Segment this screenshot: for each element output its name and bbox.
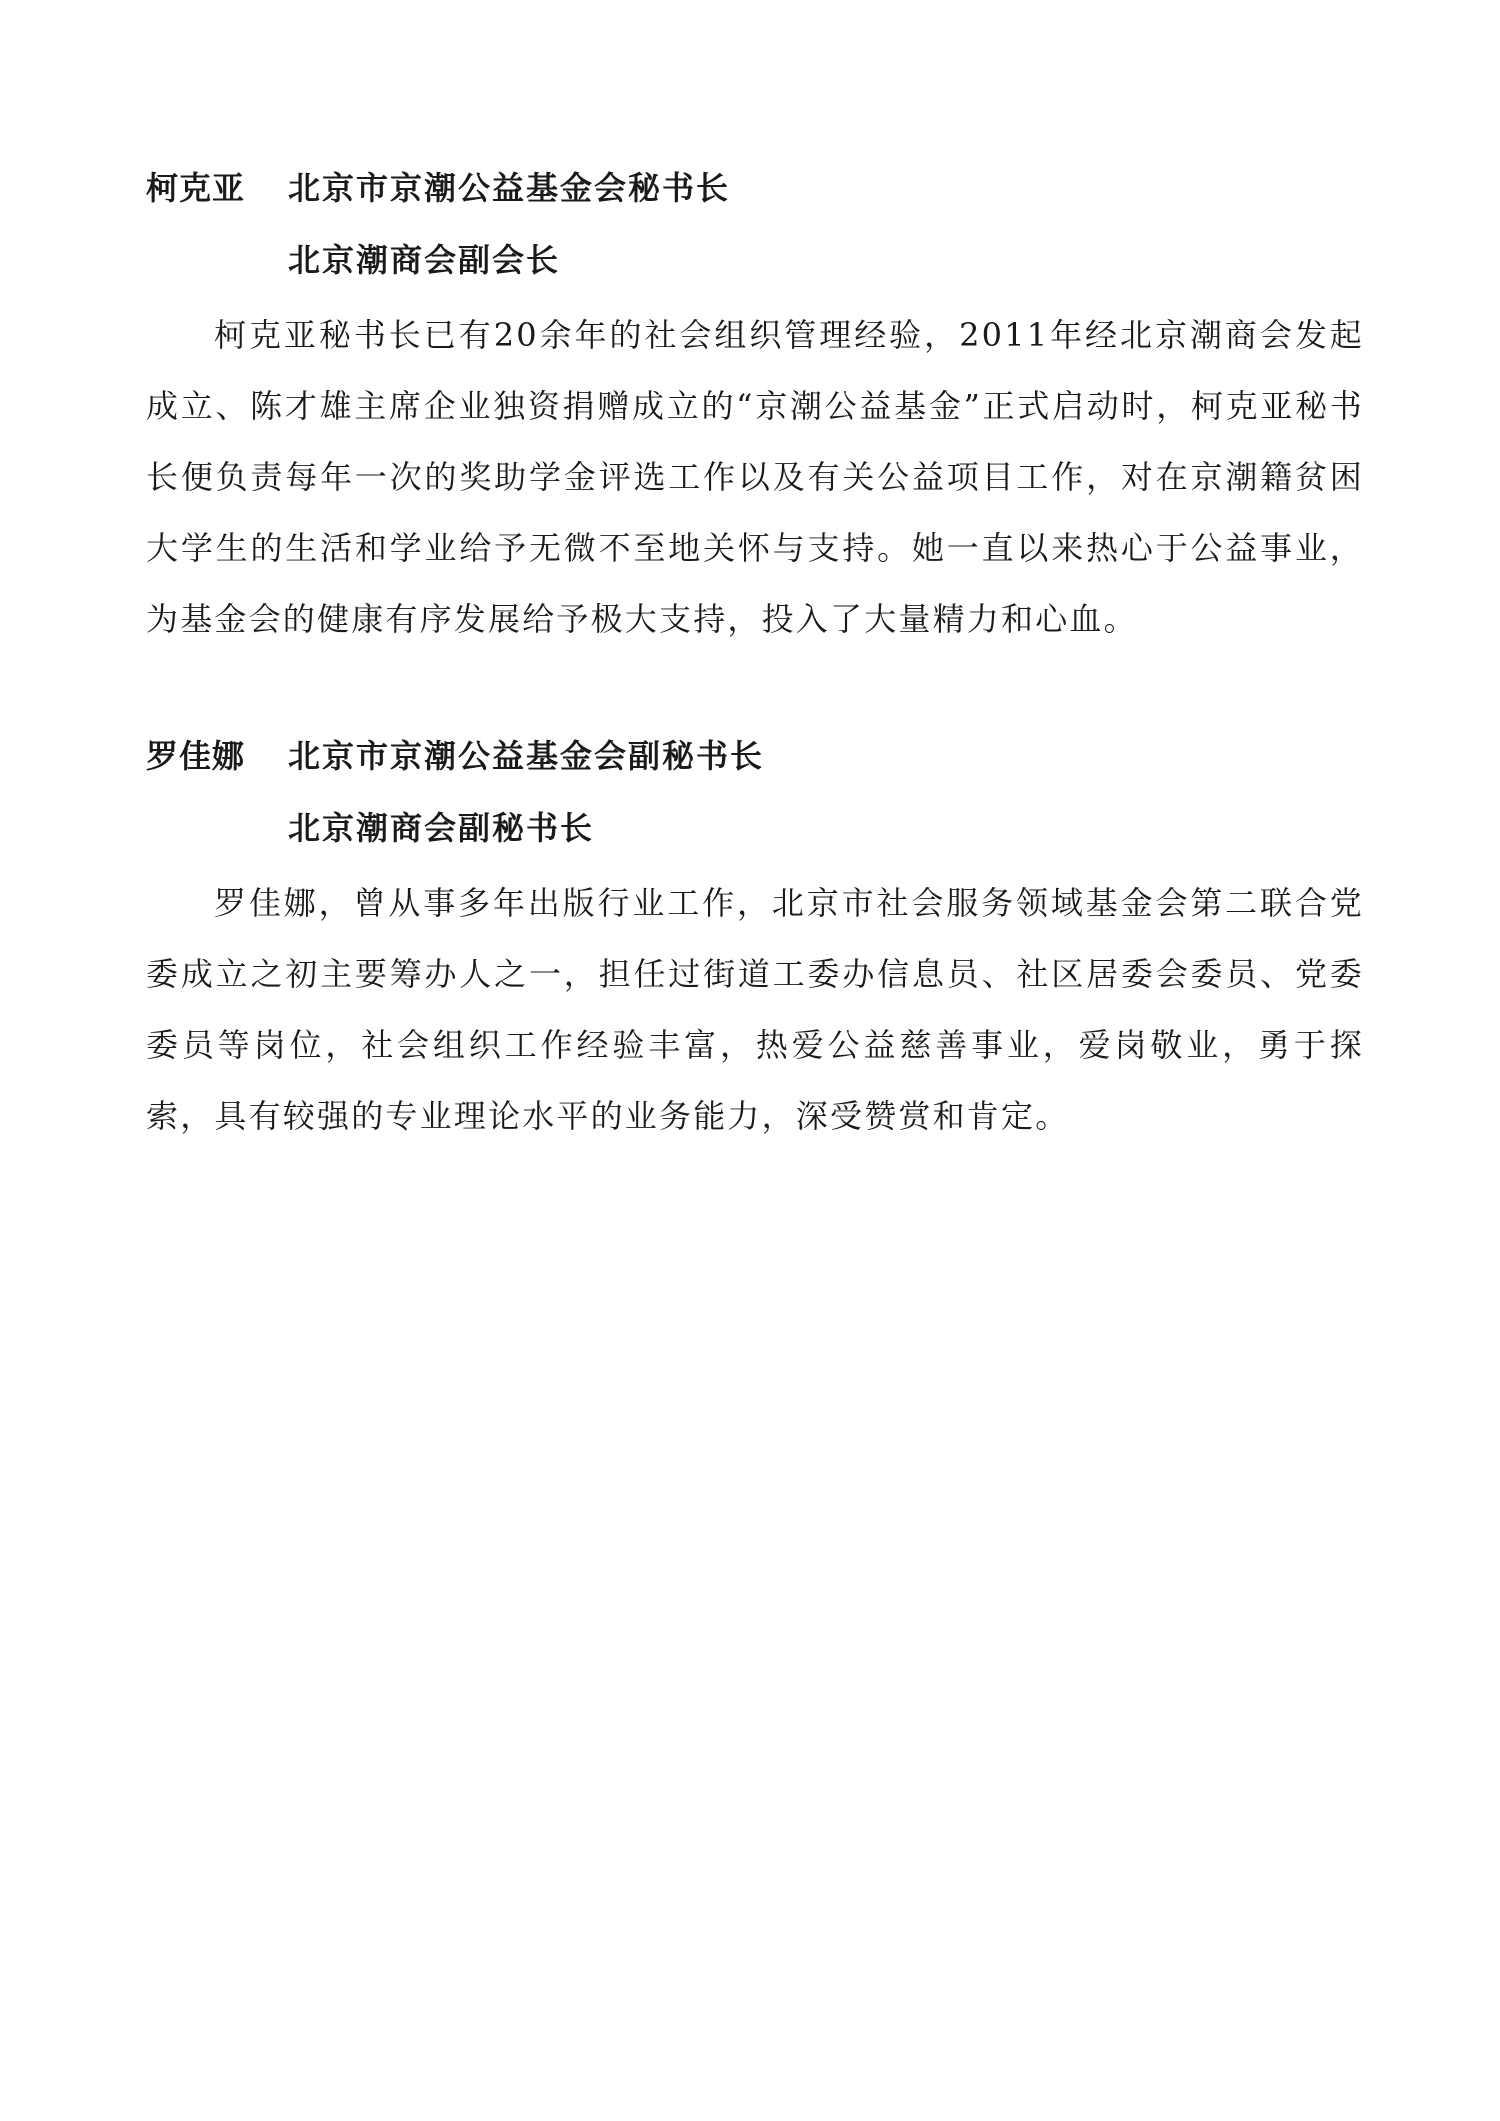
person-secondary-title: 北京潮商会副秘书长 [288, 809, 595, 847]
person-bio: 罗佳娜，曾从事多年出版行业工作，北京市社会服务领域基金会第二联合党委成立之初主要筹办人之一，担任过街道工委办信息员、社区居委会委员、党委委员等岗位，社会组织工作经验丰富，热爱公益慈善事业，爱岗敬业，勇于探索，具有较强的专业理论水平的业务能力，深受赞赏和肯定。 [146, 884, 1364, 1135]
person-primary-title: 北京市京潮公益基金会副秘书长 [288, 737, 765, 775]
person-bio: 柯克亚秘书长已有20余年的社会组织管理经验，2011年经北京潮商会发起成立、陈才雄主席企业独资捐赠成立的“京潮公益基金”正式启动时，柯克亚秘书长便负责每年一次的奖助学金评选工作以及有关公益项目工作，对在京潮籍贫困大学生的生活和学业给予无微不至地关怀与支持。她一直以来热心于公益事业，为基金会的健康有序发展给予极大支持，投入了大量精力和心血。 [146, 316, 1364, 638]
profile-ke-keya [146, 160, 1364, 687]
profile-heading [146, 728, 1364, 784]
profile-heading [146, 160, 1364, 216]
person-primary-title: 北京市京潮公益基金会秘书长 [288, 169, 731, 207]
person-name: 柯克亚 [146, 169, 246, 207]
profile-luo-jiana [146, 728, 1364, 1184]
person-secondary-title: 北京潮商会副会长 [288, 241, 561, 279]
person-name: 罗佳娜 [146, 737, 246, 775]
